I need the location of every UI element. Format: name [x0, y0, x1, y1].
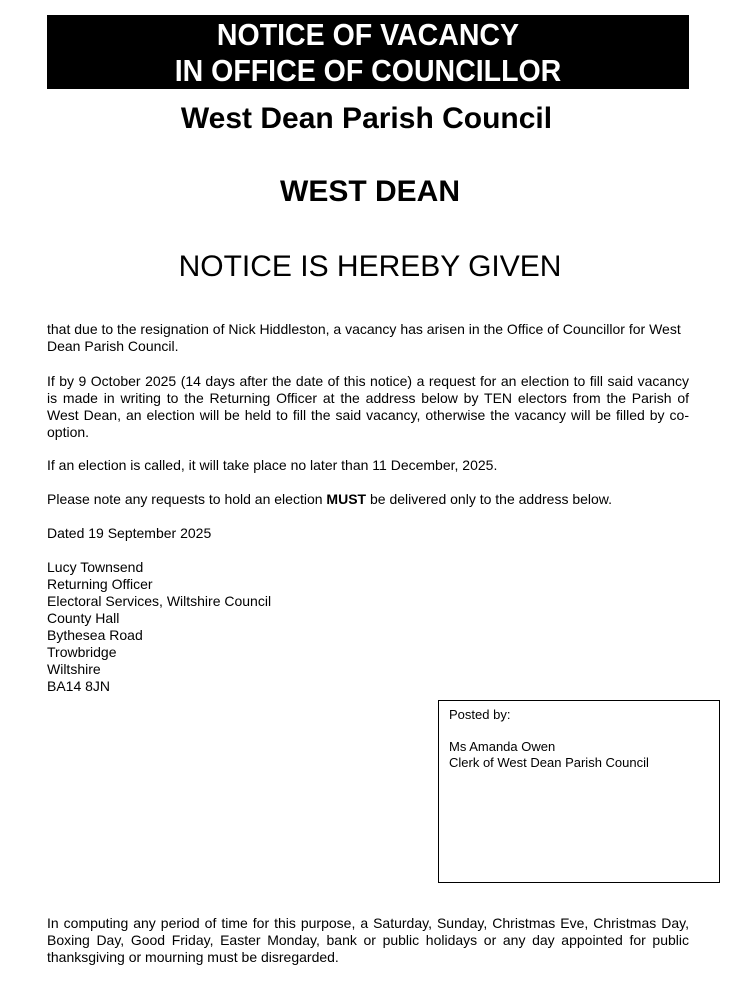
address-postcode: BA14 8JN	[47, 678, 111, 694]
footer-note: In computing any period of time for this purpose, a Saturday, Sunday, Christmas Eve, Christmas Day, Boxing Day, Good Friday, Easter Monday, bank or public holidays or any day appointed for public thanksgiving or mourning must be disregarded.	[47, 915, 689, 965]
spacer	[449, 723, 709, 739]
address-town: Trowbridge	[47, 644, 117, 660]
officer-name: Lucy Townsend	[47, 559, 144, 575]
posted-by-label: Posted by:	[449, 707, 511, 722]
address-county: Wiltshire	[47, 661, 101, 677]
requests-suffix: be delivered only to the address below.	[366, 491, 613, 507]
posted-by-role: Clerk of West Dean Parish Council	[449, 755, 649, 770]
notice-title-line-1: NOTICE OF VACANCY	[216, 17, 520, 52]
officer-department: Electoral Services, Wiltshire Council	[47, 593, 272, 609]
election-deadline-paragraph: If an election is called, it will take place no later than 11 December, 2025.	[47, 457, 498, 473]
council-name: West Dean Parish Council	[180, 102, 553, 135]
officer-title: Returning Officer	[47, 576, 153, 592]
notice-heading: NOTICE IS HEREBY GIVEN	[178, 250, 562, 283]
parish-name: WEST DEAN	[280, 175, 460, 208]
requests-paragraph	[47, 491, 689, 508]
dated-line: Dated 19 September 2025	[47, 525, 212, 541]
returning-officer-address	[47, 559, 689, 695]
election-request-paragraph: If by 9 October 2025 (14 days after the date of this notice) a request for an election to fill said vacancy is made in writing to the Returning Officer at the address below by TEN electors from the Parish of West Dean, an election will be held to fill the said vacancy, otherwise the vacancy will be filled by co-option.	[47, 373, 689, 440]
address-building: County Hall	[47, 610, 120, 626]
notice-title-line-2: IN OFFICE OF COUNCILLOR	[174, 53, 562, 88]
resignation-paragraph: that due to the resignation of Nick Hiddleston, a vacancy has arisen in the Office of Councillor for West Dean Parish Council.	[47, 321, 681, 354]
requests-emphasis: MUST	[326, 491, 367, 507]
requests-prefix: Please note any requests to hold an election	[47, 491, 327, 507]
posted-by-box	[438, 700, 720, 883]
address-street: Bythesea Road	[47, 627, 143, 643]
notice-title-banner	[47, 15, 689, 89]
posted-by-name: Ms Amanda Owen	[449, 739, 556, 754]
